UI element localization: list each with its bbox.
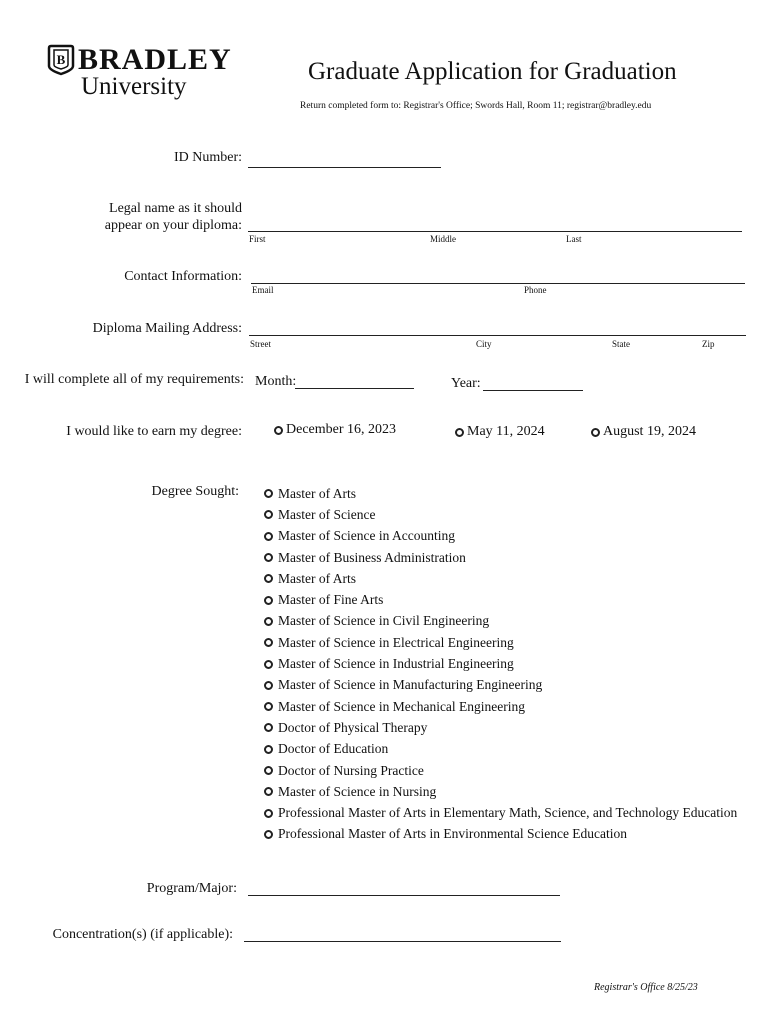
radio-may[interactable] xyxy=(455,428,464,437)
middle-name-caption: Middle xyxy=(430,234,456,244)
radio-button[interactable] xyxy=(264,745,273,754)
month-label: Month: xyxy=(255,374,297,389)
contact-info-field[interactable] xyxy=(251,283,745,284)
radio-button[interactable] xyxy=(264,617,273,626)
radio-button[interactable] xyxy=(264,489,273,498)
earn-degree-label: I would like to earn my degree: xyxy=(66,424,242,439)
radio-button[interactable] xyxy=(264,787,273,796)
radio-december[interactable] xyxy=(274,426,283,435)
zip-caption: Zip xyxy=(702,339,715,349)
degree-option[interactable]: Master of Science in Electrical Engineering xyxy=(264,632,737,653)
year-field[interactable] xyxy=(483,390,583,391)
legal-name-label-line1: Legal name as it should xyxy=(109,201,242,216)
radio-button[interactable] xyxy=(264,532,273,541)
logo-university-text: University xyxy=(81,73,187,100)
degree-option[interactable]: Master of Fine Arts xyxy=(264,589,737,610)
program-major-field[interactable] xyxy=(248,895,560,896)
degree-option[interactable]: Master of Science in Manufacturing Engineering xyxy=(264,675,737,696)
degree-option[interactable]: Master of Science in Nursing xyxy=(264,781,737,802)
radio-button[interactable] xyxy=(264,596,273,605)
page-title: Graduate Application for Graduation xyxy=(308,58,677,85)
degree-option[interactable]: Master of Science in Industrial Engineering xyxy=(264,653,737,674)
degree-option[interactable]: Master of Science in Accounting xyxy=(264,526,737,547)
first-name-caption: First xyxy=(249,234,266,244)
radio-button[interactable] xyxy=(264,574,273,583)
option-may[interactable]: May 11, 2024 xyxy=(455,424,545,440)
year-label: Year: xyxy=(451,376,481,391)
id-number-field[interactable] xyxy=(248,167,441,168)
footer-revision: Registrar's Office 8/25/23 xyxy=(594,982,698,993)
svg-text:B: B xyxy=(56,52,66,67)
degree-option[interactable]: Master of Science xyxy=(264,504,737,525)
state-caption: State xyxy=(612,339,630,349)
degree-option[interactable]: Doctor of Nursing Practice xyxy=(264,760,737,781)
degree-option[interactable]: Doctor of Education xyxy=(264,739,737,760)
degree-option[interactable]: Master of Science in Mechanical Engineering xyxy=(264,696,737,717)
contact-info-label: Contact Information: xyxy=(124,269,242,284)
degree-options-list xyxy=(264,483,737,845)
legal-name-field[interactable] xyxy=(248,231,742,232)
degree-option[interactable]: Professional Master of Arts in Elementary Math, Science, and Technology Education xyxy=(264,802,737,823)
return-instructions: Return completed form to: Registrar's Office; Swords Hall, Room 11; registrar@bradley.edu xyxy=(300,101,652,111)
radio-august[interactable] xyxy=(591,428,600,437)
bradley-logo xyxy=(47,44,232,100)
legal-name-label-line2: appear on your diploma: xyxy=(104,218,242,233)
mailing-address-field[interactable] xyxy=(249,335,746,336)
concentration-label: Concentration(s) (if applicable): xyxy=(52,927,233,942)
radio-button[interactable] xyxy=(264,638,273,647)
degree-option[interactable]: Doctor of Physical Therapy xyxy=(264,717,737,738)
option-december[interactable]: December 16, 2023 xyxy=(274,422,396,438)
radio-button[interactable] xyxy=(264,702,273,711)
radio-button[interactable] xyxy=(264,660,273,669)
month-field[interactable] xyxy=(295,388,414,389)
email-caption: Email xyxy=(252,285,274,295)
degree-option[interactable]: Professional Master of Arts in Environmental Science Education xyxy=(264,824,737,845)
degree-option[interactable]: Master of Science in Civil Engineering xyxy=(264,611,737,632)
degree-option[interactable]: Master of Arts xyxy=(264,483,737,504)
radio-button[interactable] xyxy=(264,681,273,690)
degree-option[interactable]: Master of Business Administration xyxy=(264,547,737,568)
radio-button[interactable] xyxy=(264,723,273,732)
street-caption: Street xyxy=(250,339,271,349)
id-number-label: ID Number: xyxy=(173,150,242,165)
radio-button[interactable] xyxy=(264,766,273,775)
last-name-caption: Last xyxy=(566,234,582,244)
mailing-address-label: Diploma Mailing Address: xyxy=(92,321,242,336)
radio-button[interactable] xyxy=(264,809,273,818)
bradley-shield-icon xyxy=(47,44,75,76)
option-august[interactable]: August 19, 2024 xyxy=(591,424,696,440)
degree-option[interactable]: Master of Arts xyxy=(264,568,737,589)
concentration-field[interactable] xyxy=(244,941,561,942)
radio-button[interactable] xyxy=(264,553,273,562)
phone-caption: Phone xyxy=(524,285,547,295)
program-major-label: Program/Major: xyxy=(146,881,237,896)
city-caption: City xyxy=(476,339,492,349)
radio-button[interactable] xyxy=(264,830,273,839)
degree-sought-label: Degree Sought: xyxy=(151,484,239,499)
completion-label: I will complete all of my requirements: xyxy=(24,372,244,387)
radio-button[interactable] xyxy=(264,510,273,519)
logo-bradley-text: BRADLEY xyxy=(78,43,232,76)
